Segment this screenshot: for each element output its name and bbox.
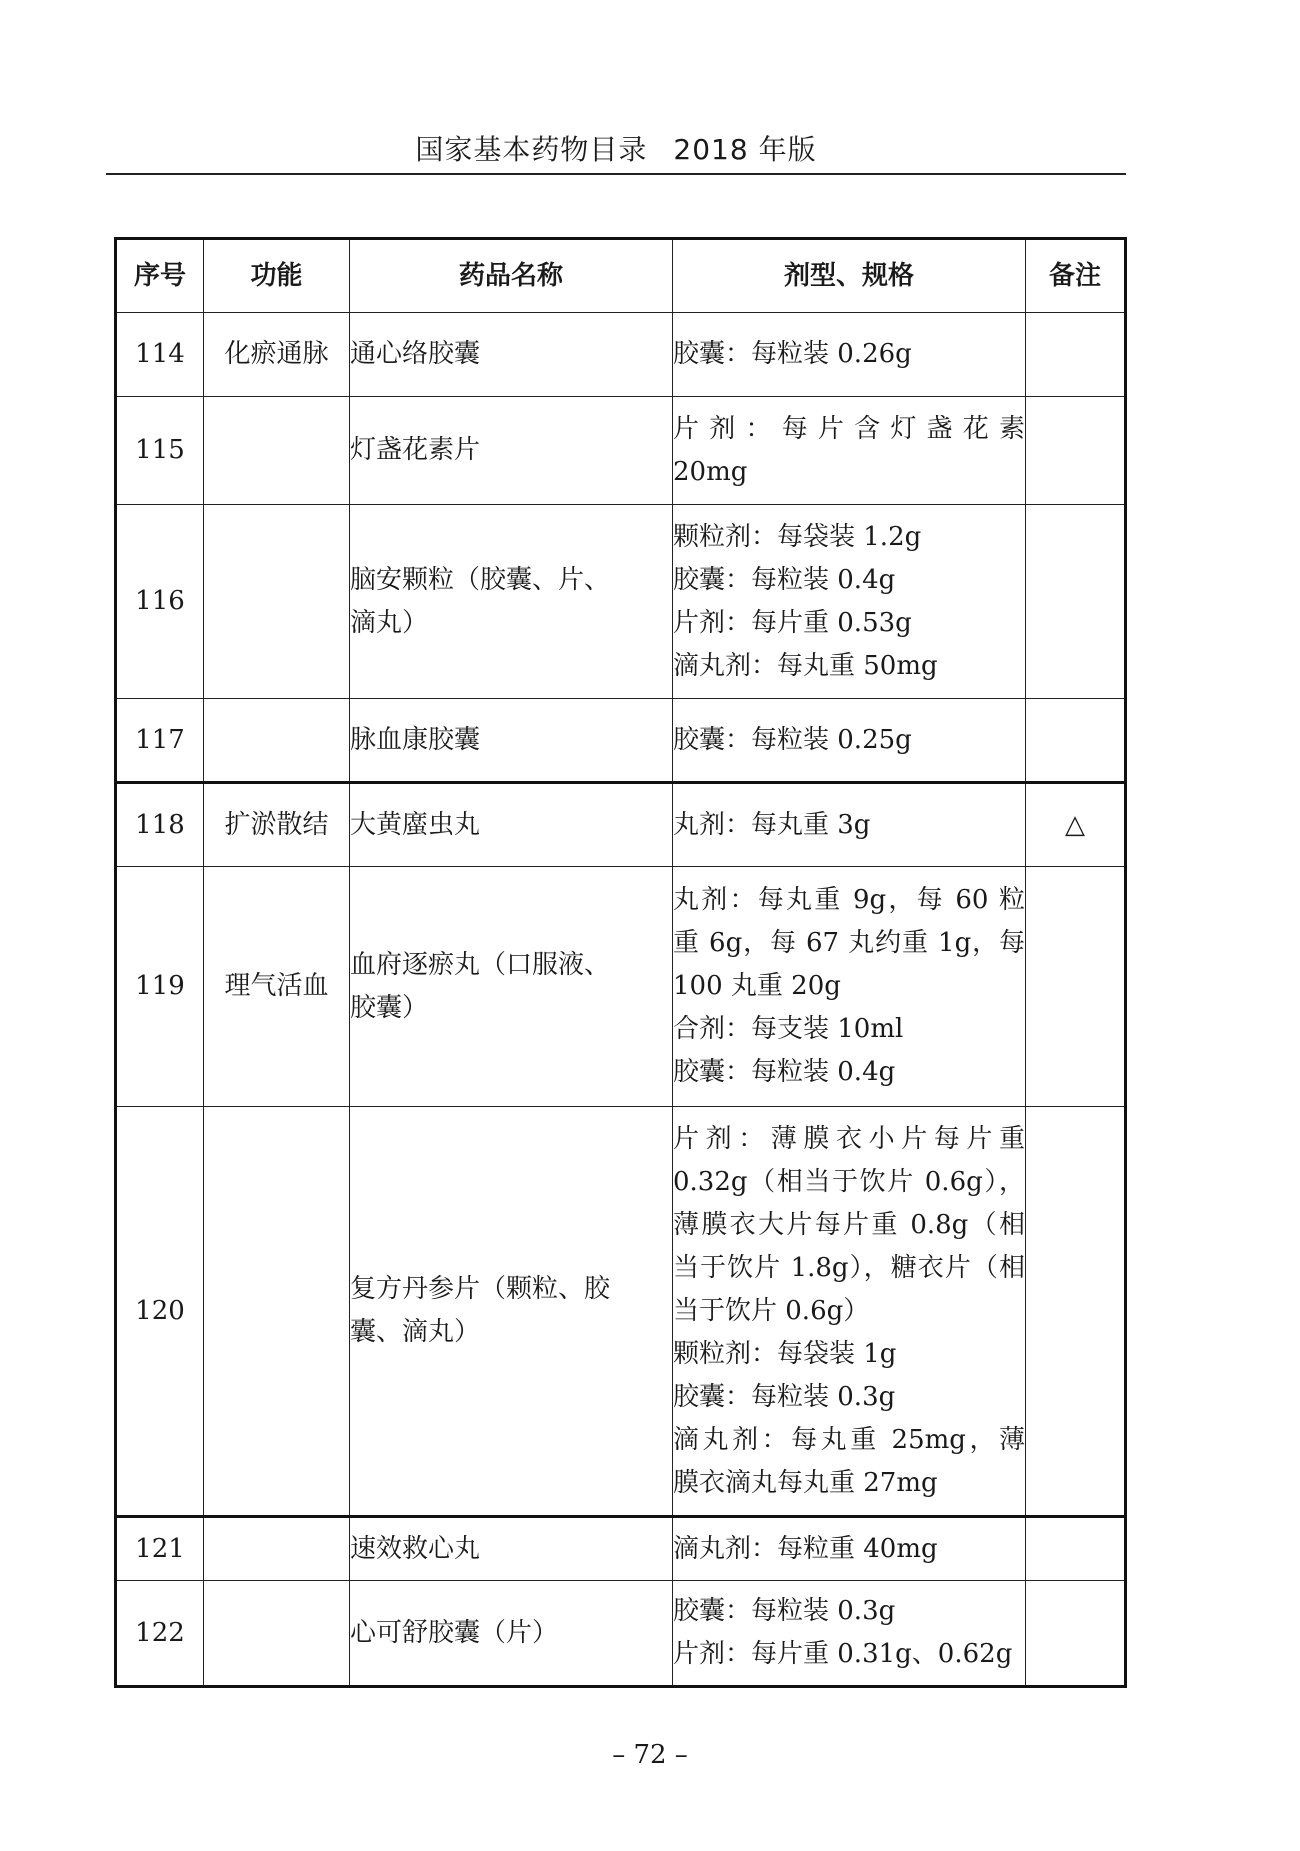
table-row [116,699,1126,783]
remark-triangle-icon: △ [1026,783,1126,867]
drug-name-line: 血府逐瘀丸（口服液、 [350,949,611,980]
row-drug-name [350,867,673,1107]
spec-line: 丸剂：每丸重 9g，每 60 粒 [673,885,1025,915]
spec-line: 滴丸剂：每丸重 25mg，薄 [673,1424,1025,1455]
row-drug-name [350,313,673,397]
row-function [204,699,350,783]
row-drug-name [350,1581,673,1687]
drug-name-line: 灯盏花素片 [350,435,481,465]
row-dosage-spec [673,313,1026,397]
row-function [204,1107,350,1517]
row-function [204,1581,350,1687]
row-number: 121 [116,1517,204,1581]
row-number: 116 [116,505,204,699]
drug-name-line: 通心络胶囊 [350,339,481,369]
spec-line: 滴丸剂：每丸重 50mg [673,650,938,681]
row-number: 122 [116,1581,204,1687]
table-row [116,783,1126,867]
drug-name-line: 心可舒胶囊（片） [350,1617,559,1648]
spec-line: 膜衣滴丸每丸重 27mg [673,1467,938,1498]
row-number: 114 [116,313,204,397]
catalog-title: 国家基本药物目录 [415,133,648,166]
row-number: 119 [116,867,204,1107]
row-dosage-spec [673,505,1026,699]
spec-line: 片剂：每片重 0.31g、0.62g [673,1639,1013,1669]
table-row [116,1581,1126,1687]
row-dosage-spec [673,397,1026,505]
spec-line: 20mg [673,456,748,487]
row-number: 120 [116,1107,204,1517]
row-dosage-spec [673,1581,1026,1687]
row-dosage-spec [673,783,1026,867]
row-dosage-spec [673,699,1026,783]
spec-line: 滴丸剂：每粒重 40mg [673,1533,938,1564]
spec-line: 胶囊：每粒装 0.3g [673,1381,896,1412]
table-row [116,397,1126,505]
table-row [116,867,1126,1107]
spec-line: 胶囊：每粒装 0.25g [673,724,912,755]
row-remark [1026,505,1126,699]
running-header [106,128,1126,168]
row-drug-name [350,505,673,699]
drug-name-line: 速效救心丸 [350,1533,481,1564]
spec-line: 片剂：每片重 0.53g [673,607,912,638]
row-drug-name [350,1107,673,1517]
spec-line: 丸剂：每丸重 3g [673,809,871,840]
spec-line: 胶囊：每粒装 0.26g [673,339,912,369]
row-dosage-spec [673,1517,1026,1581]
row-remark [1026,313,1126,397]
drug-catalog-table [114,237,1127,1688]
column-header-dosage-spec: 剂型、规格 [673,239,1026,313]
row-drug-name [350,1517,673,1581]
row-dosage-spec [673,1107,1026,1517]
row-number: 115 [116,397,204,505]
spec-line: 合剂：每支装 10ml [673,1014,904,1044]
spec-line: 片剂：每片含灯盏花素 [673,413,1025,444]
spec-line: 胶囊：每粒装 0.4g [673,564,896,595]
row-drug-name [350,397,673,505]
drug-name-line: 大黄䗪虫丸 [350,809,481,840]
column-header-remarks: 备注 [1026,239,1126,313]
row-drug-name [350,783,673,867]
spec-line: 100 丸重 20g [673,971,841,1001]
drug-name-line: 复方丹参片（颗粒、胶 [350,1274,611,1304]
spec-line: 片剂：薄膜衣小片每片重 [673,1123,1025,1154]
row-remark [1026,867,1126,1107]
drug-name-line: 胶囊） [350,992,429,1023]
table-row [116,1107,1126,1517]
row-drug-name [350,699,673,783]
row-dosage-spec [673,867,1026,1107]
spec-line: 胶囊：每粒装 0.4g [673,1057,896,1087]
row-remark [1026,397,1126,505]
spec-line: 颗粒剂：每袋装 1g [673,1338,897,1369]
drug-name-line: 囊、滴丸） [350,1317,481,1347]
column-header-function: 功能 [204,239,350,313]
spec-line: 0.32g（相当于饮片 0.6g）， [673,1166,1025,1197]
header-rule [106,173,1126,175]
spec-line: 重 6g，每 67 丸约重 1g，每 [673,928,1025,958]
drug-name-line: 脑安颗粒（胶囊、片、 [350,564,611,595]
column-header-no: 序号 [116,239,204,313]
table-row [116,313,1126,397]
spec-line: 薄膜衣大片每片重 0.8g（相 [673,1209,1025,1240]
row-remark [1026,1107,1126,1517]
spec-line: 当于饮片 1.8g），糖衣片（相 [673,1252,1025,1283]
table-row [116,505,1126,699]
spec-line: 当于饮片 0.6g） [673,1295,870,1326]
row-number: 118 [116,783,204,867]
row-remark [1026,1581,1126,1687]
row-function: 扩淤散结 [204,783,350,867]
row-function [204,1517,350,1581]
row-function: 理气活血 [204,867,350,1107]
row-number: 117 [116,699,204,783]
row-function [204,505,350,699]
page-number: – 72 – [612,1740,688,1770]
table-row [116,1517,1126,1581]
drug-name-line: 滴丸） [350,607,429,638]
edition-label: 2018 年版 [673,133,817,166]
row-function [204,397,350,505]
row-function: 化瘀通脉 [204,313,350,397]
spec-line: 胶囊：每粒装 0.3g [673,1596,896,1626]
table-header-row [116,239,1126,313]
row-remark [1026,699,1126,783]
row-remark [1026,1517,1126,1581]
column-header-drug-name: 药品名称 [350,239,673,313]
spec-line: 颗粒剂：每袋装 1.2g [673,521,922,552]
drug-name-line: 脉血康胶囊 [350,724,481,755]
